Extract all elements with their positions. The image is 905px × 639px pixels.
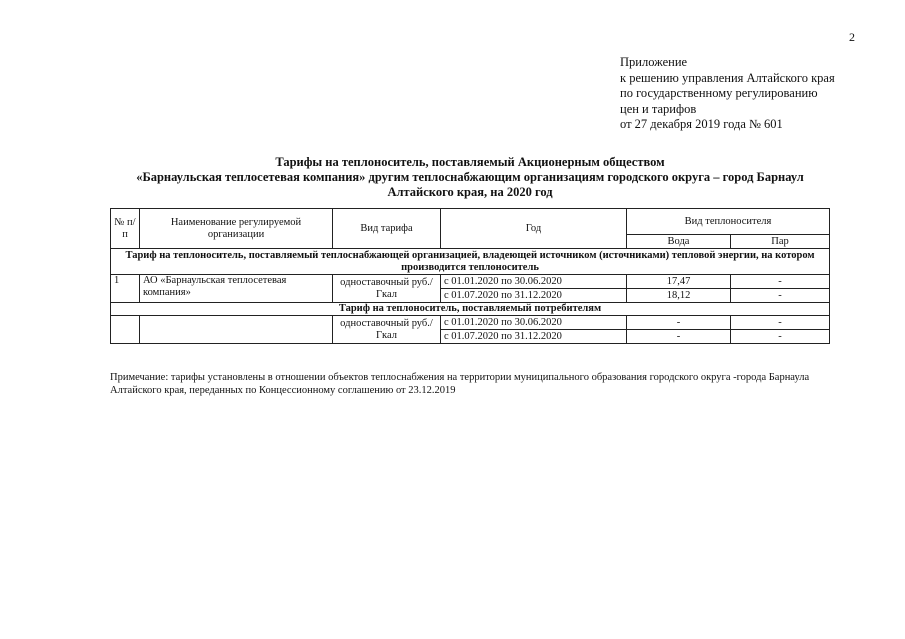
header-carrier: Вид теплоносителя [627,209,830,235]
appendix-line: к решению управления Алтайского края [620,70,835,85]
steam-value: - [731,316,830,330]
water-value: - [627,330,731,344]
appendix-line: цен и тарифов [620,101,697,116]
document-title [100,155,840,200]
empty-num-cell [111,316,140,344]
tariff-label: одноставочный руб./Гкал [333,275,441,303]
header-num: № п/п [111,209,140,249]
title-line: «Барнаульская теплосетевая компания» другим теплоснабжающим организациям городского округа – город Барнаул [136,170,804,184]
water-value: 17,47 [627,275,731,289]
header-year: Год [441,209,627,249]
appendix-line: от 27 декабря 2019 года № 601 [620,117,783,131]
period-cell: с 01.01.2020 по 30.06.2020 [441,275,627,289]
period-cell: с 01.01.2020 по 30.06.2020 [441,316,627,330]
water-value: 18,12 [627,289,731,303]
appendix-block [620,55,835,133]
appendix-line: Приложение [620,55,688,69]
org-name: АО «Барнаульская теплосетевая компания» [140,275,333,303]
header-water: Вода [627,235,731,249]
appendix-line: по государственному регулированию [620,86,818,100]
row-number: 1 [111,275,140,303]
period-cell: с 01.07.2020 по 31.12.2020 [441,330,627,344]
steam-value: - [731,330,830,344]
section-heading: Тариф на теплоноситель, поставляемый потребителям [111,303,830,316]
header-org: Наименование регулируемой организации [140,209,333,249]
steam-value: - [731,289,830,303]
footnote: Примечание: тарифы установлены в отношении объектов теплоснабжения на территории муниципального образования городского округа -города Барнаула Алтайского края, переданных по Концессионному соглашению от 23.12.2019 [110,372,810,396]
tariff-table [110,208,830,344]
empty-org-cell [140,316,333,344]
header-steam: Пар [731,235,830,249]
title-line: Тарифы на теплоноситель, поставляемый Акционерным обществом [275,155,665,169]
header-tariff-type: Вид тарифа [333,209,441,249]
page-number: 2 [849,30,855,44]
title-line: Алтайского края, на 2020 год [387,185,553,199]
water-value: - [627,316,731,330]
period-cell: с 01.07.2020 по 31.12.2020 [441,289,627,303]
section-heading: Тариф на теплоноситель, поставляемый теплоснабжающей организацией, владеющей источником (источниками) тепловой энергии, на котором производится теплоноситель [111,249,830,275]
steam-value: - [731,275,830,289]
tariff-label: одноставочный руб./Гкал [333,316,441,344]
